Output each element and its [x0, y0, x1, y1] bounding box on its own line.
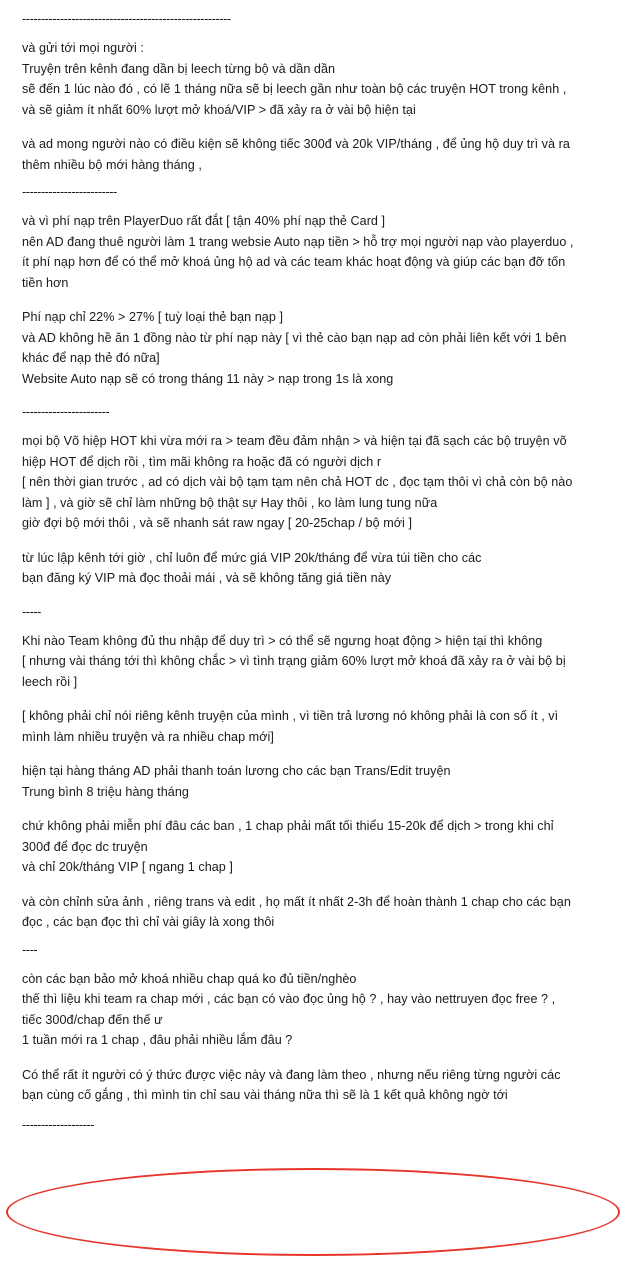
separator-line: -------------------	[22, 1117, 95, 1132]
text-line: tiếc 300đ/chap đến thế ư	[22, 1012, 163, 1027]
text-line: ít phí nạp hơn để có thể mở khoá ủng hộ ad và các team khác hoạt động và giúp các bạn đỡ tốn	[22, 255, 566, 269]
text-line: chứ không phải miễn phí đâu các ban , 1 chap phải mất tối thiểu 15-20k để dịch > trong khi chỉ	[22, 819, 554, 833]
separator-line: -------------------------	[22, 185, 117, 199]
text-line: và AD không hề ăn 1 đồng nào từ phí nạp này [ vì thẻ cào bạn nạp ad còn phải liên kết với 1 bên	[22, 330, 567, 345]
red-ellipse-annotation	[6, 1168, 620, 1256]
text-line: từ lúc lập kênh tới giờ , chỉ luôn để mức giá VIP 20k/tháng để vừa túi tiền cho các	[22, 550, 482, 565]
paragraph-cost	[22, 816, 612, 878]
text-line: leech rồi ]	[22, 674, 78, 689]
text-line: Website Auto nạp sẽ có trong tháng 11 này > nạp trong 1s là xong	[22, 371, 394, 386]
text-line: và gửi tới mọi người :	[22, 41, 144, 55]
separator-short-2	[22, 941, 612, 959]
paragraph-price	[22, 548, 612, 589]
text-line: [ nên thời gian trước , ad có dịch vài bộ tạm tạm nên chả HOT dc , đọc tạm thôi vì chả còn bộ nào	[22, 475, 573, 489]
text-line: thêm nhiều bộ mới hàng tháng ,	[22, 157, 202, 172]
text-line: 1 tuần mới ra 1 chap , đâu phải nhiều lắm đâu ?	[22, 1033, 293, 1047]
text-line: hiệp HOT để dịch rồi , tìm mãi không ra hoặc đã có người dịch r	[22, 454, 382, 469]
paragraph-intro	[22, 38, 612, 120]
text-line: [ không phải chỉ nói riêng kênh truyện của mình , vì tiền trả lương nó không phải là con số ít , vì	[22, 709, 559, 723]
separator-top	[22, 10, 612, 28]
text-line: bạn đăng ký VIP mà đọc thoải mái , và sẽ không tăng giá tiền này	[22, 571, 392, 585]
text-line: bạn cùng cố gắng , thì mình tin chỉ sau vài tháng nữa thì sẽ là 1 kết quả không ngờ tới	[22, 1088, 508, 1102]
text-line: Trung bình 8 triệu hàng tháng	[22, 784, 189, 799]
text-line: làm ] , và giờ sẽ chỉ làm những bộ thật sự Hay thôi , ko làm lung tung nữa	[22, 495, 438, 510]
separator-line: -----------------------	[22, 405, 110, 419]
separator-line: ----	[22, 942, 38, 957]
separator-line: -------------------------------------------------------	[22, 12, 231, 26]
paragraph-vohiep	[22, 431, 612, 534]
text-line: Phí nạp chỉ 22% > 27% [ tuỳ loại thẻ bạn nạp ]	[22, 310, 284, 324]
text-line: [ nhưng vài tháng tới thì không chắc > vì tình trạng giảm 60% lượt mở khoá đã xảy ra ở vài bộ bị	[22, 654, 566, 668]
separator-short-1	[22, 603, 612, 621]
text-line: tiền hơn	[22, 275, 69, 290]
paragraph-conclusion-highlighted	[22, 1065, 612, 1106]
text-line: thế thì liệu khi team ra chap mới , các bạn có vào đọc ủng hộ ? , hay vào nettruyen đọc free ? ,	[22, 992, 556, 1006]
paragraph-note	[22, 706, 612, 747]
text-line: Khi nào Team không đủ thu nhập để duy trì > có thể sẽ ngưng hoạt động > hiện tại thì không	[22, 633, 543, 648]
text-line: và còn chỉnh sửa ảnh , riêng trans và edit , họ mất ít nhất 2-3h để hoàn thành 1 chap cho các bạn	[22, 894, 571, 909]
separator-line: -----	[22, 604, 41, 619]
paragraph-edit	[22, 892, 612, 933]
paragraph-income	[22, 631, 612, 693]
text-line: sẽ đến 1 lúc nào đó , có lẽ 1 tháng nữa sẽ bị leech gần như toàn bộ các truyện HOT trong kênh ,	[22, 82, 567, 96]
text-line: và vì phí nạp trên PlayerDuo rất đắt [ tận 40% phí nạp thẻ Card ]	[22, 214, 386, 228]
text-line: Truyện trên kênh đang dần bị leech từng bộ và dần dần	[22, 61, 336, 76]
text-line: còn các bạn bảo mở khoá nhiều chap quá ko đủ tiền/nghèo	[22, 971, 357, 986]
text-line: nên AD đang thuê người làm 1 trang websie Auto nạp tiền > hỗ trợ mọi người nạp vào playerduo ,	[22, 234, 574, 249]
text-line: 300đ để đọc dc truyện	[22, 839, 148, 854]
paragraph-support	[22, 134, 612, 175]
text-line: giờ đợi bộ mới thôi , và sẽ nhanh sát raw ngay [ 20-25chap / bộ mới ]	[22, 516, 413, 530]
paragraph-poor	[22, 969, 612, 1051]
text-line: khác để nạp thẻ đó nữa]	[22, 351, 160, 365]
text-line: hiện tại hàng tháng AD phải thanh toán lương cho các bạn Trans/Edit truyện	[22, 764, 451, 778]
separator-mid-1	[22, 183, 612, 201]
text-line: và sẽ giảm ít nhất 60% lượt mở khoá/VIP > đã xảy ra ở vài bộ hiện tại	[22, 102, 416, 117]
text-line: Có thể rất ít người có ý thức được việc này và đang làm theo , nhưng nếu riêng từng người các	[22, 1067, 561, 1082]
text-line: và ad mong người nào có điều kiện sẽ không tiếc 300đ và 20k VIP/tháng , để ủng hộ duy trì và ra	[22, 137, 570, 151]
paragraph-salary	[22, 761, 612, 802]
separator-mid-2	[22, 403, 612, 421]
paragraph-fee	[22, 307, 612, 389]
text-line: đọc , các bạn đọc thì chỉ vài giây là xong thôi	[22, 915, 275, 929]
paragraph-playerduo	[22, 211, 612, 293]
text-line: mình làm nhiều truyện và ra nhiều chap mới]	[22, 729, 274, 744]
text-line: và chỉ 20k/tháng VIP [ ngang 1 chap ]	[22, 860, 233, 874]
text-line: mọi bộ Võ hiệp HOT khi vừa mới ra > team đều đảm nhận > và hiện tại đã sạch các bộ truyện võ	[22, 434, 567, 448]
separator-bottom	[22, 1116, 612, 1134]
